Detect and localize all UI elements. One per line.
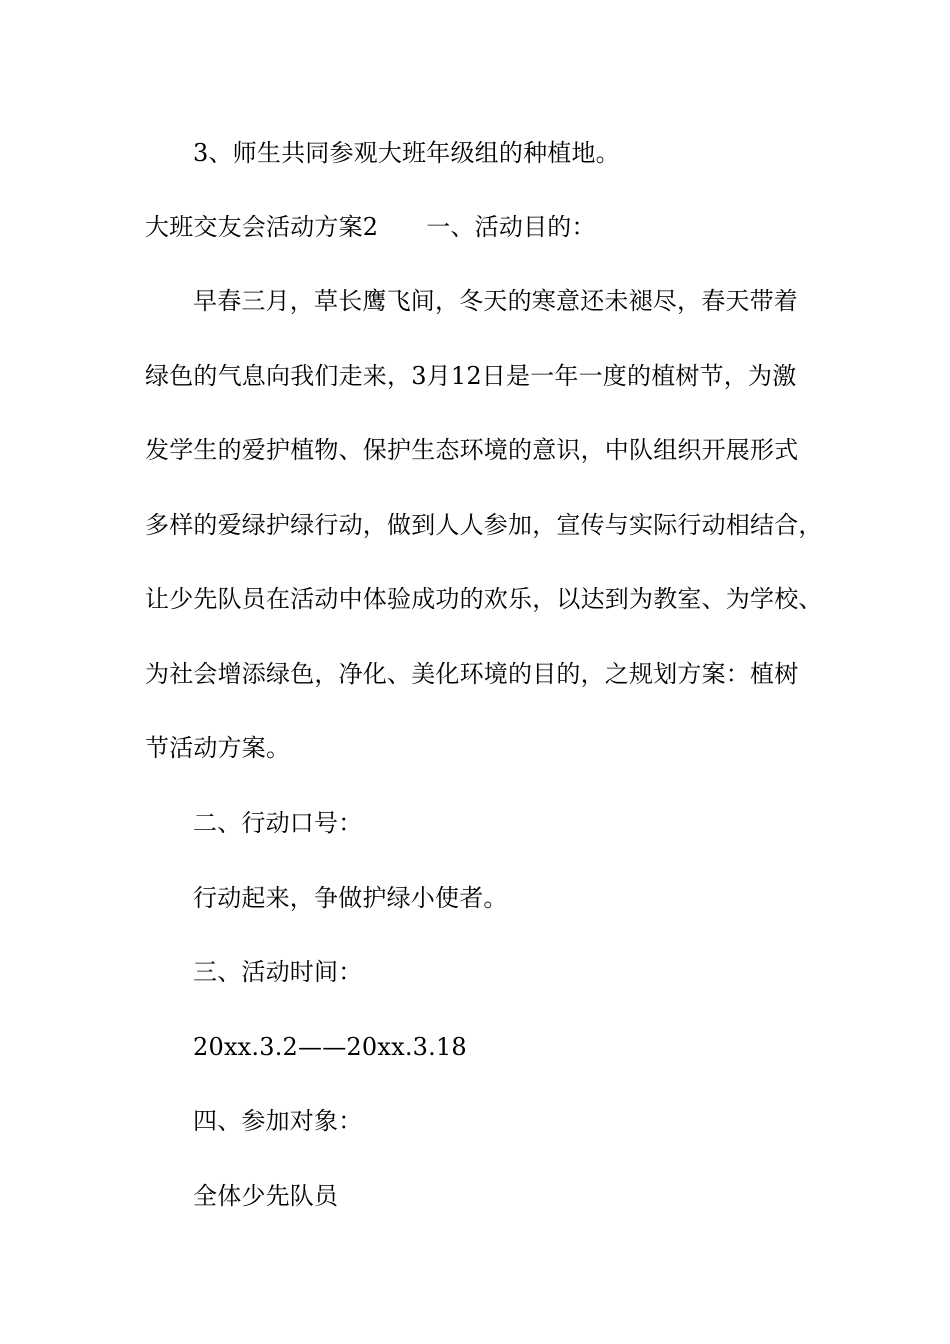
purpose-line-2: 绿色的气息向我们走来，3月12日是一年一度的植树节，为激	[145, 362, 797, 390]
section-2-heading: 二、行动口号：	[193, 809, 363, 837]
purpose-line-6: 为社会增添绿色，净化、美化环境的目的，之规划方案：植树	[145, 660, 799, 688]
plan-2-title: 大班交友会活动方案2	[145, 213, 379, 241]
purpose-line-3: 发学生的爱护植物、保护生态环境的意识，中队组织开展形式	[145, 436, 799, 464]
item-3-text: 3、师生共同参观大班年级组的种植地。	[193, 139, 620, 167]
purpose-line-4: 多样的爱绿护绿行动，做到人人参加，宣传与实际行动相结合，	[145, 511, 823, 539]
purpose-line-1: 早春三月，草长鹰飞间，冬天的寒意还未褪尽，春天带着	[193, 287, 798, 315]
slogan-text: 行动起来，争做护绿小使者。	[193, 884, 508, 912]
purpose-line-5: 让少先队员在活动中体验成功的欢乐，以达到为教室、为学校、	[145, 585, 823, 613]
section-1-heading: 一、活动目的：	[426, 213, 596, 241]
section-4-heading: 四、参加对象：	[193, 1107, 363, 1135]
plan-2-title-line	[145, 212, 596, 242]
section-3-heading: 三、活动时间：	[193, 958, 363, 986]
time-range-text: 20xx.3.2——20xx.3.18	[193, 1033, 467, 1061]
participants-text: 全体少先队员	[193, 1182, 339, 1210]
purpose-line-7: 节活动方案。	[145, 734, 291, 762]
